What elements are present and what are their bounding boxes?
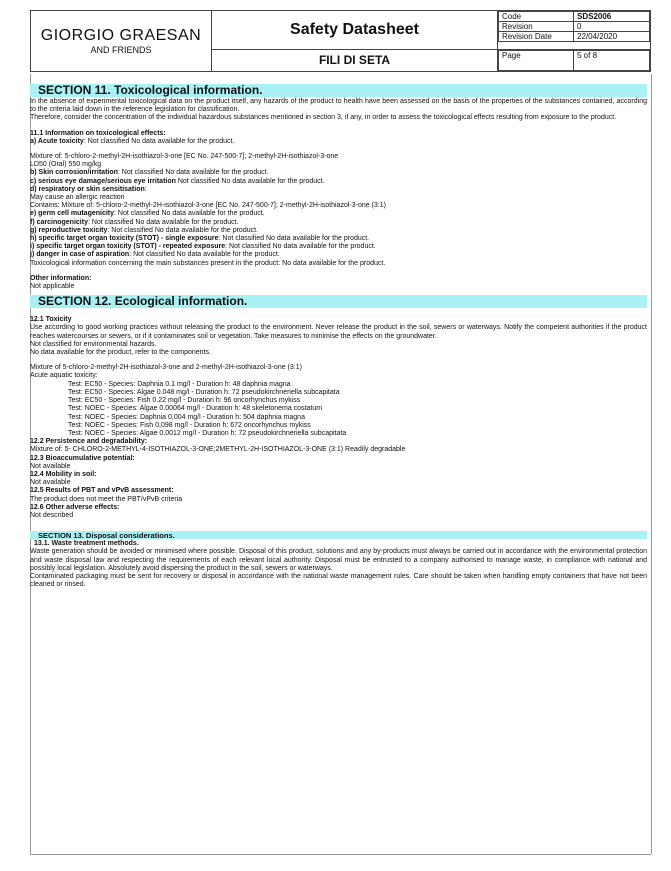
s12-p3: No data available for the product, refer to the components. — [30, 349, 211, 357]
eye-damage-label: c) serious eye damage/serious eye irritation — [30, 177, 176, 185]
test-row: Test: NOEC - Species: Fish 0,098 mg/l - Duration h: 672 oncorhynchus mykiss — [68, 421, 311, 429]
revision-value: 0 — [574, 22, 650, 32]
product-name: FILI DI SETA — [212, 49, 498, 71]
ld50: LD50 (Oral) 550 mg/kg — [30, 161, 102, 169]
acute-toxicity — [30, 138, 647, 146]
revision-date-label: Revision Date — [499, 32, 574, 42]
revision-date-value: 22/04/2020 — [574, 32, 650, 42]
s12-6-text: Not described — [30, 511, 74, 519]
document-body — [30, 84, 647, 589]
page-label: Page — [499, 50, 574, 70]
carcinogenicity-label: f) carcinogenicity — [30, 218, 88, 226]
s11-intro-1: In the absence of experimental toxicological data on the product itself, any hazards of the product to health have been assessed on the basis of the properties of the substances contained, according to the criteria laid down in the reference legislation for classification. — [30, 98, 647, 114]
s12-1-heading: 12.1 Toxicity — [30, 316, 72, 324]
test-row: Test: EC50 - Species: Algae 0.048 mg/l - Duration h: 72 pseudokirchneriella subcapitata — [68, 388, 340, 396]
code-value: SDS2006 — [574, 12, 650, 22]
sensitisation-label: d) respiratory or skin sensitisation — [30, 185, 145, 193]
s13-1-heading: 13.1. Waste treatment methods. — [34, 540, 139, 548]
section-11-heading: SECTION 11. Toxicological information. — [30, 84, 647, 97]
company-line-2: AND FRIENDS — [90, 44, 152, 55]
tox-info: Toxicological information concerning the main substances present in the product: No data available for the product. — [30, 259, 386, 267]
acute-aquatic: Acute aquatic toxicity: — [30, 372, 98, 380]
revision-label: Revision — [499, 22, 574, 32]
s11-1-heading: 11.1 Information on toxicological effects: — [30, 129, 166, 137]
page-number: 5 of 8 — [574, 50, 650, 70]
aspiration-text: : Not classified No data available for the product. — [129, 251, 280, 259]
germ-cell-text: : Not classified No data available for the product. — [114, 210, 265, 218]
aspiration-label: j) danger in case of aspiration — [30, 251, 130, 259]
s12-2-heading: 12.2 Persistence and degradability: — [30, 438, 148, 446]
test-row: Test: NOEC - Species: Algae 0.00064 mg/l - Duration h: 48 skeletonema costatum — [68, 405, 323, 413]
stot-repeated — [30, 243, 647, 251]
revision-info — [498, 11, 651, 50]
germ-cell — [30, 210, 647, 218]
skin-corrosion — [30, 169, 647, 177]
s11-intro-2: Therefore, consider the concentration of the individual hazardous substances mentioned in section 3, if any, in order to assess the toxicological effects resulting from exposure to the product. — [30, 114, 617, 122]
s12-p2: Not classified for environmental hazards. — [30, 340, 157, 348]
s13-p1: Waste generation should be avoided or minimised where possible. Disposal of this product, solutions and any by-products must always be carried out in accordance with the environmental protection and waste disposal law and respecting the requirements of each relevant local authority. Disposal must be entrusted to a company authorised to manage waste, in compliance with national and possibly local legislation. Absolutely avoid dispersing the product in the soil, sewers or waterways. — [30, 548, 647, 572]
document-header — [30, 10, 651, 72]
test-row: Test: EC50 - Species: Daphnia 0.1 mg/l - Duration h: 48 daphnia magna — [68, 380, 291, 388]
s12-mixture: Mixture of 5-chloro-2-methyl-2H-isothiazol-3-one and 2-methyl-2H-isothiazol-3-one (3:1) — [30, 364, 302, 372]
s12-4-text: Not available — [30, 479, 71, 487]
s12-2-text: Mixture of: 5- CHLORO-2-METHYL-4-ISOTHIAZOL-3-ONE;2METHYL-2H-ISOTHIAZOL-3-ONE (3:1) Readily degradable — [30, 446, 406, 454]
sensitisation — [30, 186, 647, 194]
s12-3-text: Not available — [30, 462, 71, 470]
document-title: Safety Datasheet — [212, 11, 498, 50]
company-name — [31, 11, 212, 72]
eye-damage-text: Not classified No data available for the product. — [175, 177, 325, 185]
s12-5-heading: 12.5 Results of PBT and vPvB assessment: — [30, 487, 174, 495]
stot-single-text: : Not classified No data available for the product. — [218, 235, 370, 243]
contains-mixture: Contains: Mixture of: 5-chloro-2-methyl-2H-isothiazol-3-one [EC No. 247-500-7]; 2-methyl-2H-isothiazol-3-one (3:1) — [30, 202, 386, 210]
carcinogenicity-text: : Not classified No data available for the product. — [87, 218, 239, 226]
test-row: Test: NOEC - Species: Algae 0.0012 mg/l - Duration h: 72 pseudokirchneriella subcapitata — [68, 429, 347, 437]
germ-cell-label: e) germ cell mutagenicity — [30, 210, 115, 218]
stot-single-label: h) specific target organ toxicity (STOT) - single exposure — [30, 235, 219, 243]
code-label: Code — [499, 12, 574, 22]
test-row: Test: EC50 - Species: Fish 0.22 mg/l - Duration h: 96 oncorhynchus mykiss — [68, 397, 301, 405]
stot-repeated-text: : Not classified No data available for the product. — [225, 243, 376, 251]
sensitisation-text: : — [144, 185, 147, 193]
aspiration — [30, 251, 647, 259]
allergic-reaction: May cause an allergic reaction — [30, 194, 125, 202]
s12-5-text: The product does not meet the PBT/vPvB criteria — [30, 495, 183, 503]
test-row: Test: NOEC - Species: Daphnia 0,004 mg/l - Duration h: 504 daphnia magna — [68, 413, 305, 421]
company-line-1: GIORGIO GRAESAN — [40, 26, 202, 44]
reproductive-text: : Not classified No data available for the product. — [107, 226, 258, 234]
s12-6-heading: 12.6 Other adverse effects: — [30, 503, 120, 511]
other-info-heading: Other information: — [30, 274, 92, 282]
reproductive-label: g) reproductive toxicity — [30, 226, 108, 234]
page-info — [498, 49, 651, 71]
acute-toxicity-label: a) Acute toxicity — [30, 137, 84, 145]
carcinogenicity — [30, 219, 647, 227]
acute-toxicity-text: : Not classified No data available for the product. — [83, 137, 235, 145]
skin-corrosion-text: : Not classified No data available for the product. — [117, 169, 269, 177]
s13-p2: Contaminated packaging must be sent for recovery or disposal in accordance with the national waste management rules. Care should be taken when handling empty containers that have not been cleaned or rinsed. — [30, 572, 647, 589]
eye-damage — [30, 178, 647, 186]
reproductive — [30, 227, 647, 235]
skin-corrosion-label: b) Skin corrosion/irritation — [30, 169, 118, 177]
s11-mixture: Mixture of: 5-chloro-2-methyl-2H-isothiazol-3-one [EC No. 247-500-7]; 2-methyl-2H-isothiazol-3-one — [30, 153, 339, 161]
s12-3-heading: 12.3 Bioaccumulative potential: — [30, 454, 135, 462]
stot-repeated-label: i) specific target organ toxicity (STOT) - repeated exposure — [30, 243, 226, 251]
s12-4-heading: 12.4 Mobility in soil: — [30, 470, 97, 478]
section-13-heading: SECTION 13. Disposal considerations. — [30, 531, 647, 539]
other-info-text: Not applicable — [30, 283, 75, 291]
s12-p1: Use according to good working practices without releasing the product to the environment. Never release the product in the soil, sewers or waterways. Notify the competent authorities if the product reaches watercourses or sewers, or if it contaminates soil or vegetation. Take measures to minimise the effects on the groundwater. — [30, 324, 647, 340]
section-12-heading: SECTION 12. Ecological information. — [30, 295, 647, 308]
stot-single — [30, 235, 647, 243]
